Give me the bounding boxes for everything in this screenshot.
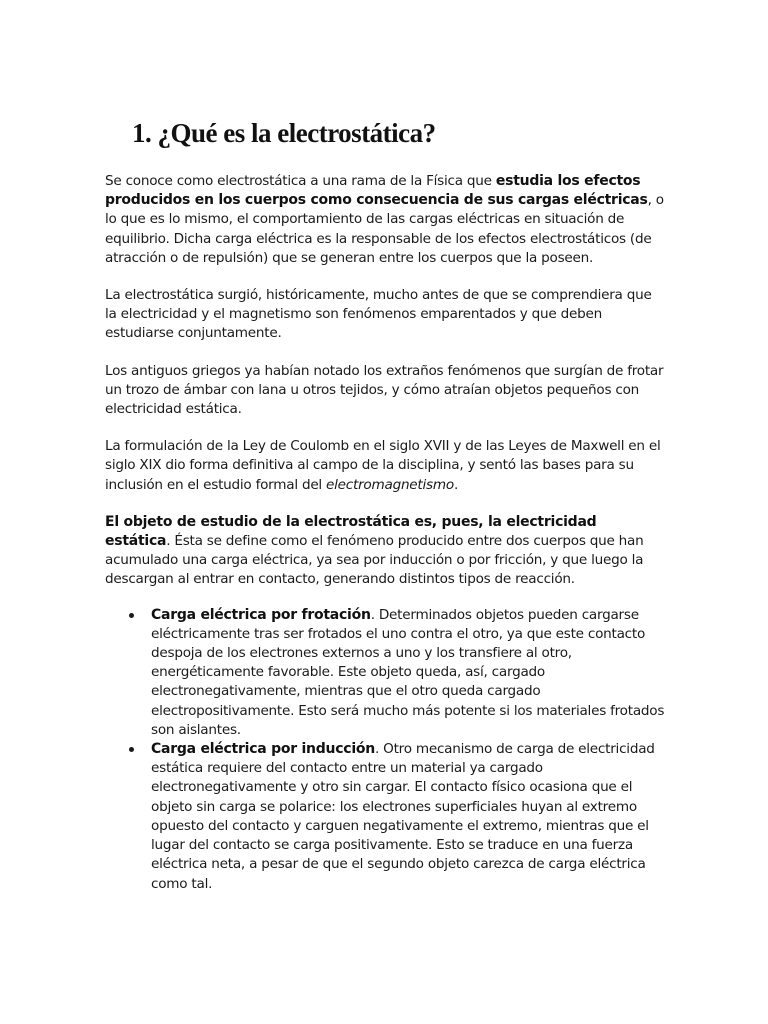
section-title: 1. ¿Qué es la electrostática?: [132, 118, 436, 148]
document-body: [105, 172, 665, 894]
bullet-icon: [129, 747, 134, 752]
electromagnetismo-term: electromagnetismo: [326, 476, 454, 493]
list-item-induccion: [151, 740, 665, 894]
charge-types-list: [105, 606, 665, 894]
paragraph-coulomb-maxwell-lead: La formulación de la Ley de Coulomb en el siglo XVII y de las Leyes de Maxwell en el siglo XIX dio forma definitiva al campo de la disciplina, y sentó las bases para su inclusión en el estudio formal del: [105, 438, 661, 493]
bullet-icon: [129, 613, 134, 618]
paragraph-definition: [105, 172, 665, 268]
list-item-text: . Determinados objetos pueden cargarse eléctricamente tras ser frotados el uno contra el otro, ya que este contacto despoja de los electrones externos a uno y los transfiere al otro, energéticamente favorable. Este objeto queda, así, cargado electronegativamente, mientras que el otro queda cargado electropositivamente. Esto será mucho más potente si los materiales frotados son aislantes.: [151, 606, 665, 738]
paragraph-definition-rest: , o lo que es lo mismo, el comportamiento de las cargas eléctricas en situación de equilibrio. Dicha carga eléctrica es la responsable de los efectos electrostáticos (de atracción o de repulsión) que se generan entre los cuerpos que la poseen.: [105, 192, 664, 266]
list-item-term: Carga eléctrica por frotación: [151, 606, 371, 623]
paragraph-coulomb-maxwell-end: .: [453, 476, 459, 493]
paragraph-definition-emphasis: estudia los efectos producidos en los cuerpos como consecuencia de sus cargas eléctricas: [105, 173, 648, 209]
paragraph-definition-lead: Se conoce como electrostática a una rama de la Física que: [105, 173, 496, 189]
paragraph-coulomb-maxwell: [105, 437, 665, 495]
paragraph-greeks: Los antiguos griegos ya habían notado los extraños fenómenos que surgían de frotar un trozo de ámbar con lana u otros tejidos, y cómo atraían objetos pequeños con electricidad estática.: [105, 362, 664, 418]
list-item-term: Carga eléctrica por inducción: [151, 741, 375, 758]
paragraph-static-electricity: [105, 513, 665, 590]
list-item-frotacion: [151, 606, 665, 740]
list-item-text: . Otro mecanismo de carga de electricidad estática requiere del contacto entre un material ya cargado electronegativamente y otro sin cargar. El contacto físico ocasiona que el objeto sin carga se polarice: los electrones superficiales huyan al extremo opuesto del contacto y carguen negativamente el extremo, mientras que el lugar del contacto se carga positivamente. Esto se traduce en una fuerza eléctrica neta, a pesar de que el segundo objeto carezca de carga eléctrica como tal.: [151, 741, 655, 892]
paragraph-static-electricity-heading: El objeto de estudio de la electrostática es, pues, la electricidad estática: [105, 513, 597, 550]
paragraph-history: La electrostática surgió, históricamente, mucho antes de que se comprendiera que la electricidad y el magnetismo son fenómenos emparentados y que deben estudiarse conjuntamente.: [105, 287, 652, 342]
paragraph-static-electricity-rest: . Ésta se define como el fenómeno producido entre dos cuerpos que han acumulado una carga eléctrica, ya sea por inducción o por fricción, y que luego la descargan al entrar en contacto, generando distintos tipos de reacción.: [105, 533, 644, 588]
